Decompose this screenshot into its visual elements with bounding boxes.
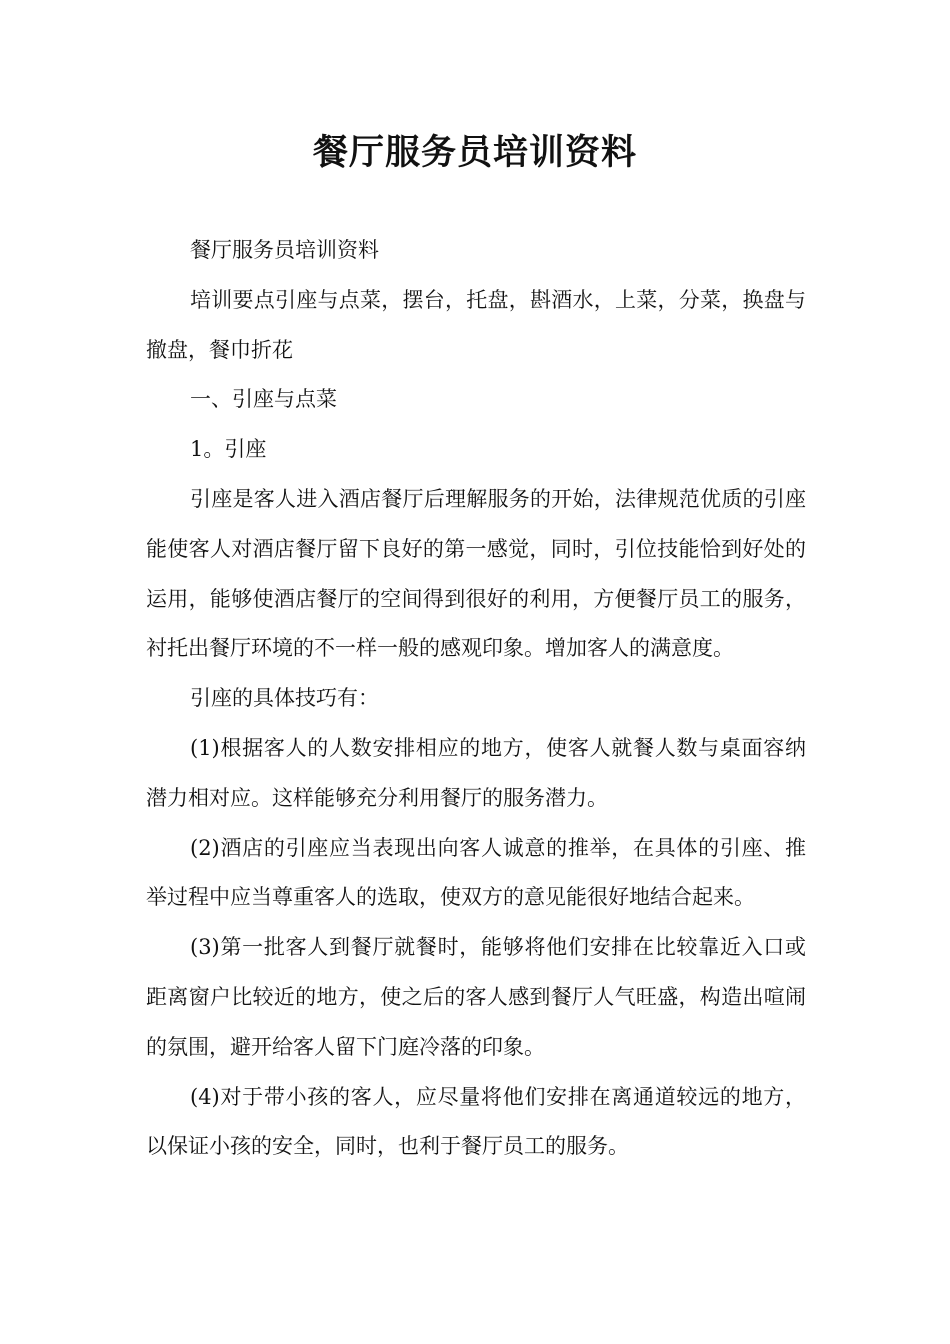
paragraph-intro: 引座是客人进入酒店餐厅后理解服务的开始，法律规范优质的引座能使客人对酒店餐厅留下良好的第一感觉，同时，引位技能恰到好处的运用，能够使酒店餐厅的空间得到很好的利用，方便餐厅员工的服务，衬托出餐厅环境的不一样一般的感观印象。增加客人的满意度。 — [146, 486, 806, 661]
paragraph-subtitle: 餐厅服务员培训资料 — [190, 238, 379, 262]
list-item-1: (1)根据客人的人数安排相应的地方，使客人就餐人数与桌面容纳潜力相对应。这样能够充分利用餐厅的服务潜力。 — [146, 735, 806, 810]
paragraph-techniques-heading: 引座的具体技巧有： — [190, 686, 379, 711]
list-item-4: (4)对于带小孩的客人，应尽量将他们安排在离通道较远的地方，以保证小孩的安全，同时，也利于餐厅员工的服务。 — [146, 1084, 806, 1159]
subsection-heading: 1。引座 — [190, 437, 267, 462]
document-body — [146, 226, 806, 1172]
list-item-3: (3)第一批客人到餐厅就餐时，能够将他们安排在比较靠近入口或距离窗户比较近的地方，使之后的客人感到餐厅人气旺盛，构造出喧闹的氛围，避开给客人留下门庭冷落的印象。 — [146, 935, 806, 1059]
section-heading: 一、引座与点菜 — [190, 387, 337, 412]
paragraph-training-points: 培训要点引座与点菜，摆台，托盘，斟酒水，上菜，分菜，换盘与撤盘，餐巾折花 — [146, 287, 806, 362]
document-title: 餐厅服务员培训资料 — [312, 133, 637, 173]
list-item-2: (2)酒店的引座应当表现出向客人诚意的推举，在具体的引座、推举过程中应当尊重客人的选取，使双方的意见能很好地结合起来。 — [146, 835, 806, 910]
